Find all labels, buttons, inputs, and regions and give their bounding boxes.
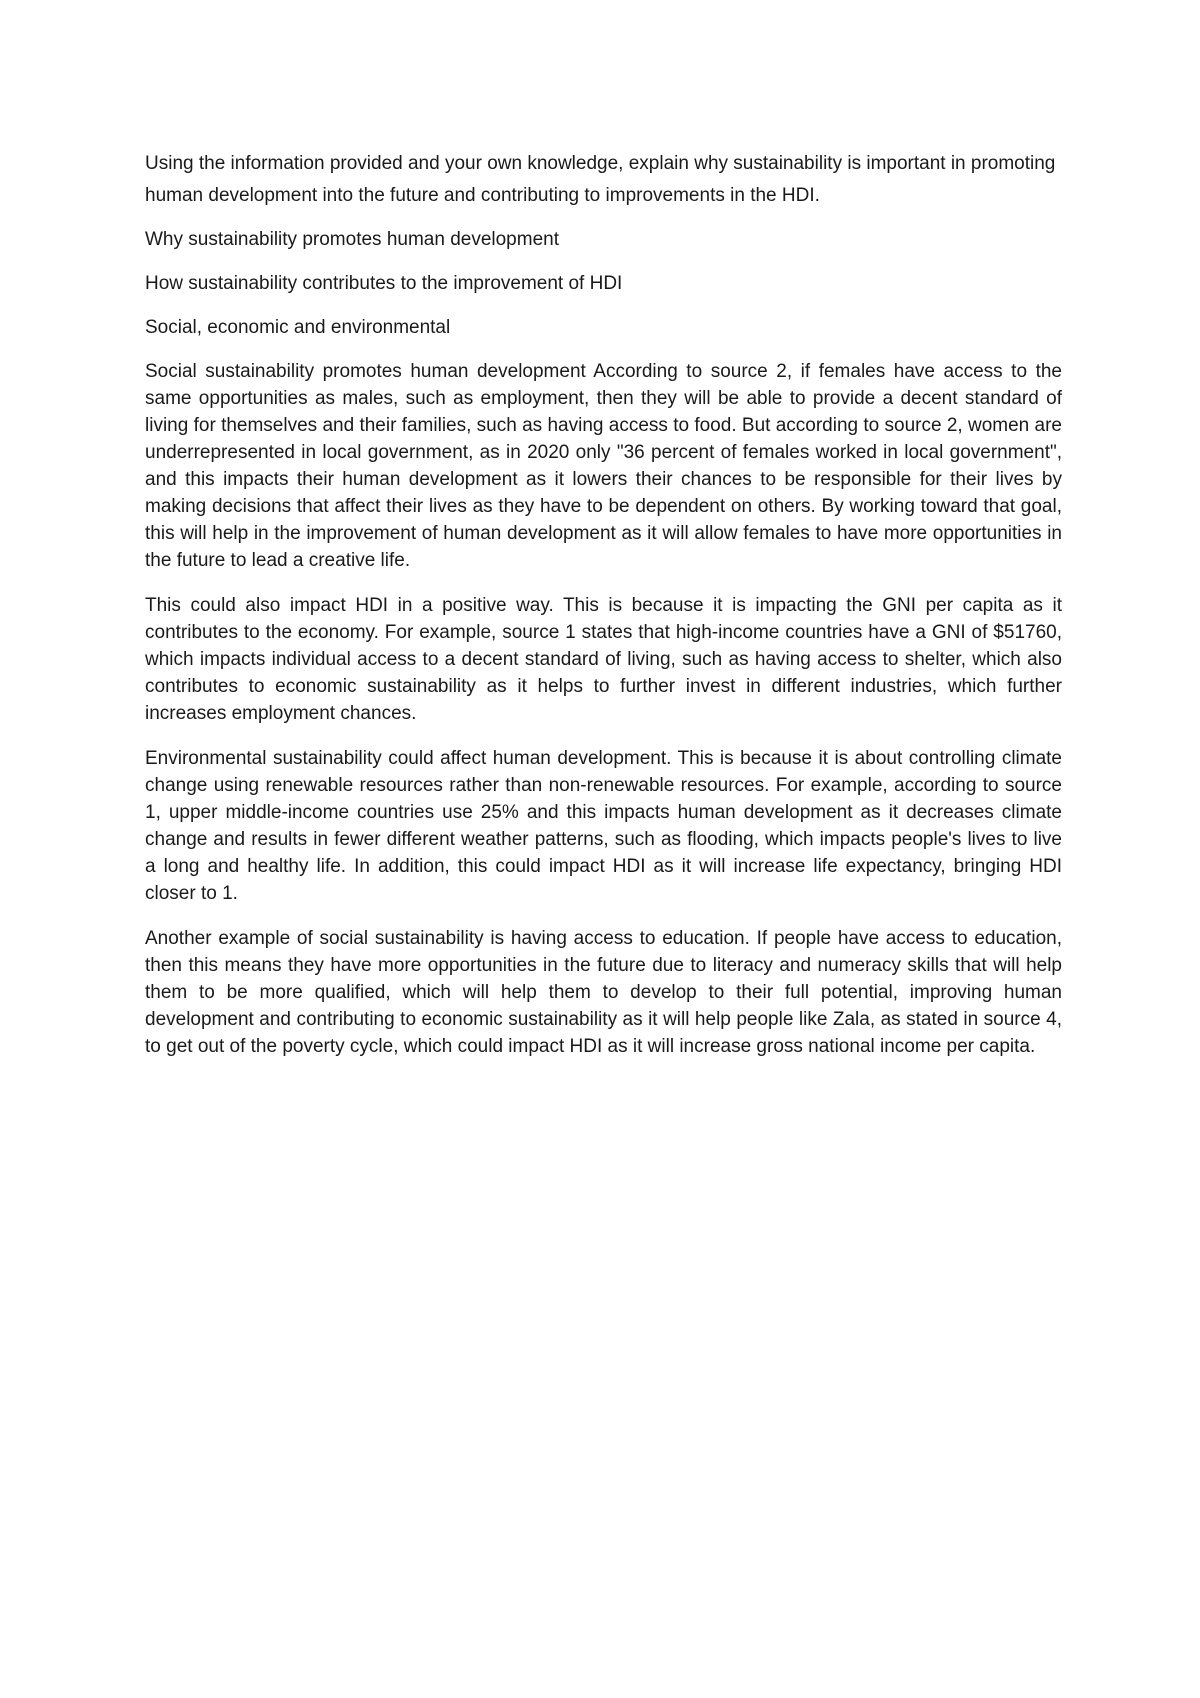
heading-how-sustainability: How sustainability contributes to the improvement of HDI (145, 273, 623, 294)
paragraph-environmental-sustainability: Environmental sustainability could affect human development. This is because it is about controlling climate change using renewable resources rather than non-renewable resources. For example, according to source 1, upper middle-income countries use 25% and this impacts human development as it decreases climate change and results in fewer different weather patterns, such as flooding, which impacts people's lives to live a long and healthy life. In addition, this could impact HDI as it will increase life expectancy, bringing HDI closer to 1. (145, 748, 1062, 904)
paragraph-education: Another example of social sustainability is having access to education. If people have access to education, then this means they have more opportunities in the future due to literacy and numeracy skills that will help them to be more qualified, which will help them to develop to their full potential, improving human development and contributing to economic sustainability as it will help people like Zala, as stated in source 4, to get out of the poverty cycle, which could impact HDI as it will increase gross national income per capita. (145, 928, 1062, 1057)
document-body (145, 148, 1062, 1078)
heading-why-sustainability: Why sustainability promotes human development (145, 229, 559, 250)
heading-social-economic-environmental: Social, economic and environmental (145, 317, 451, 338)
question-prompt: Using the information provided and your own knowledge, explain why sustainability is important in promoting human development into the future and contributing to improvements in the HDI. (145, 153, 1056, 206)
paragraph-social-sustainability: Social sustainability promotes human development According to source 2, if females have access to the same opportunities as males, such as employment, then they will be able to provide a decent standard of living for themselves and their families, such as having access to food. But according to source 2, women are underrepresented in local government, as in 2020 only "36 percent of females worked in local government", and this impacts their human development as it lowers their chances to be responsible for their lives by making decisions that affect their lives as they have to be dependent on others. By working toward that goal, this will help in the improvement of human development as it will allow females to have more opportunities in the future to lead a creative life. (145, 361, 1062, 571)
paragraph-hdi-impact: This could also impact HDI in a positive way. This is because it is impacting the GNI per capita as it contributes to the economy. For example, source 1 states that high-income countries have a GNI of $51760, which impacts individual access to a decent standard of living, such as having access to shelter, which also contributes to economic sustainability as it helps to further invest in different industries, which further increases employment chances. (145, 595, 1062, 724)
